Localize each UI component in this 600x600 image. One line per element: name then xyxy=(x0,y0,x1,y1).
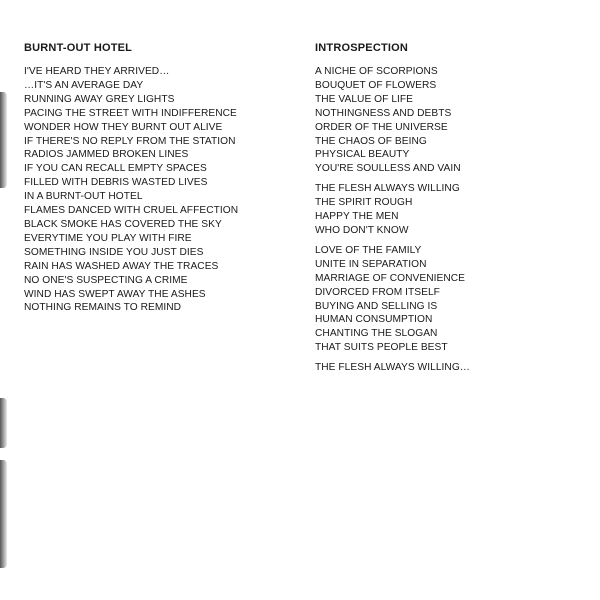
lyrics-column-burnt-out-hotel xyxy=(24,41,284,321)
song-title: BURNT-OUT HOTEL xyxy=(24,42,133,54)
lyric-line: DIVORCED FROM ITSELF xyxy=(315,286,440,298)
lyric-line: EVERYTIME YOU PLAY WITH FIRE xyxy=(24,232,192,244)
lyric-line: RADIOS JAMMED BROKEN LINES xyxy=(24,149,189,161)
lyric-line: WHO DON'T KNOW xyxy=(315,224,409,236)
stanza xyxy=(315,244,575,355)
lyric-line: THAT SUITS PEOPLE BEST xyxy=(315,342,448,354)
lyric-line: WONDER HOW THEY BURNT OUT ALIVE xyxy=(24,121,223,133)
lyric-line: HUMAN CONSUMPTION xyxy=(315,314,433,326)
lyric-line: IN A BURNT-OUT HOTEL xyxy=(24,191,143,203)
lyric-line: BLACK SMOKE HAS COVERED THE SKY xyxy=(24,218,222,230)
lyric-line: NOTHING REMAINS TO REMIND xyxy=(24,302,182,314)
lyric-line: PACING THE STREET WITH INDIFFERENCE xyxy=(24,107,237,119)
lyric-line: LOVE OF THE FAMILY xyxy=(315,244,422,256)
lyric-line: RAIN HAS WASHED AWAY THE TRACES xyxy=(24,260,219,272)
lyric-line: UNITE IN SEPARATION xyxy=(315,258,427,270)
lyric-line: THE CHAOS OF BEING xyxy=(315,135,427,147)
page-edge-shadow-middle xyxy=(0,398,7,448)
lyric-line: CHANTING THE SLOGAN xyxy=(315,328,438,340)
lyric-line: ORDER OF THE UNIVERSE xyxy=(315,121,448,133)
lyric-line: BOUQUET OF FLOWERS xyxy=(315,79,437,91)
lyric-line: …IT'S AN AVERAGE DAY xyxy=(24,79,144,91)
lyric-line: RUNNING AWAY GREY LIGHTS xyxy=(24,93,175,105)
lyrics-body xyxy=(315,65,575,375)
lyric-line: IF THERE'S NO REPLY FROM THE STATION xyxy=(24,135,236,147)
lyric-line: FILLED WITH DEBRIS WASTED LIVES xyxy=(24,177,208,189)
lyric-line: WIND HAS SWEPT AWAY THE ASHES xyxy=(24,288,206,300)
lyric-line: MARRIAGE OF CONVENIENCE xyxy=(315,272,466,284)
page-edge-shadow-top xyxy=(0,92,7,188)
lyric-line: A NICHE OF SCORPIONS xyxy=(315,66,438,77)
stanza xyxy=(315,182,575,238)
stanza xyxy=(24,65,284,315)
page-edge-shadow-bottom xyxy=(0,460,7,568)
lyric-line: THE FLESH ALWAYS WILLING… xyxy=(315,362,471,374)
lyric-line: NO ONE'S SUSPECTING A CRIME xyxy=(24,274,188,286)
stanza xyxy=(315,65,575,176)
lyric-line: BUYING AND SELLING IS xyxy=(315,300,438,312)
lyric-line: THE FLESH ALWAYS WILLING xyxy=(315,183,460,195)
lyric-line: FLAMES DANCED WITH CRUEL AFFECTION xyxy=(24,205,239,217)
lyric-line: NOTHINGNESS AND DEBTS xyxy=(315,107,452,119)
lyric-line: THE VALUE OF LIFE xyxy=(315,93,414,105)
lyric-line: PHYSICAL BEAUTY xyxy=(315,149,410,161)
lyric-line: HAPPY THE MEN xyxy=(315,211,399,223)
lyrics-body xyxy=(24,65,284,315)
lyric-line: YOU'RE SOULLESS AND VAIN xyxy=(315,163,461,175)
song-title: INTROSPECTION xyxy=(315,42,409,54)
lyrics-column-introspection xyxy=(315,41,575,381)
lyric-line: SOMETHING INSIDE YOU JUST DIES xyxy=(24,246,204,258)
lyric-line: THE SPIRIT ROUGH xyxy=(315,197,413,209)
lyric-line: I'VE HEARD THEY ARRIVED… xyxy=(24,66,170,77)
lyric-line: IF YOU CAN RECALL EMPTY SPACES xyxy=(24,163,207,175)
stanza xyxy=(315,361,575,375)
